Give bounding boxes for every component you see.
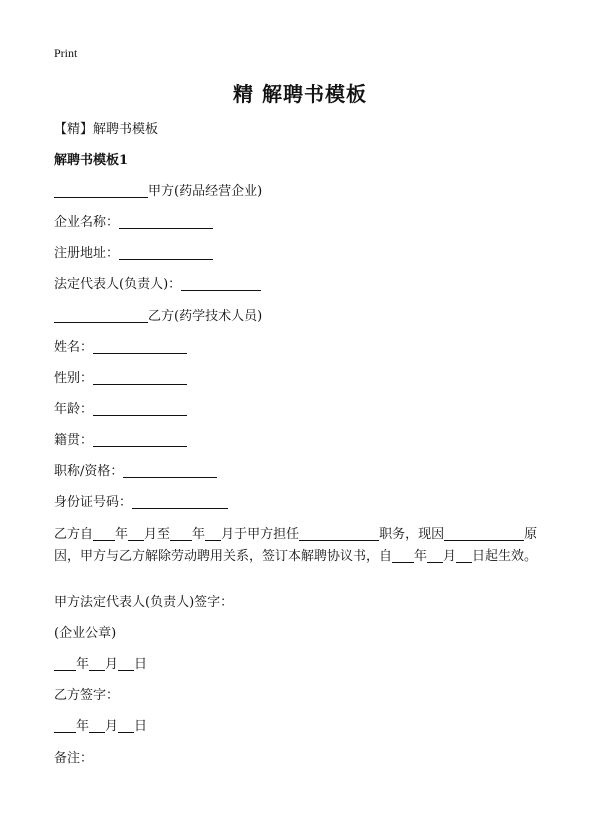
field-legal-representative — [54, 275, 261, 295]
date-month: 月 — [105, 719, 119, 734]
party-b-blank — [54, 308, 148, 323]
field-blank — [132, 494, 228, 509]
intro-line: 【精】解聘书模板 — [54, 122, 159, 137]
field-label: 注册地址： — [54, 246, 120, 261]
party-a-line — [54, 182, 262, 202]
position-blank — [299, 526, 379, 541]
remark-label: 备注： — [54, 751, 94, 766]
field-age — [54, 400, 187, 420]
field-blank — [93, 432, 187, 447]
month-blank — [205, 526, 221, 541]
field-name — [54, 338, 187, 358]
field-id-number — [54, 493, 228, 513]
day-blank — [456, 548, 472, 563]
month-blank — [89, 656, 105, 671]
field-label: 姓名： — [54, 340, 94, 355]
field-label: 性别： — [54, 371, 94, 386]
year-blank — [392, 548, 414, 563]
year-blank — [170, 526, 192, 541]
body-text: 年 — [192, 527, 206, 542]
field-label: 籍贯： — [54, 433, 94, 448]
date-year: 年 — [76, 719, 90, 734]
body-text: 原因，甲方与乙方解除劳动聘用关系，签订本解聘协议书，自 — [54, 527, 538, 564]
reason-blank — [444, 526, 524, 541]
field-blank — [181, 276, 261, 291]
section-subtitle: 解聘书模板1 — [54, 153, 129, 168]
body-text: 月至 — [144, 527, 171, 542]
year-blank — [93, 526, 115, 541]
body-text: 月于甲方担任 — [221, 527, 300, 542]
field-blank — [93, 370, 187, 385]
party-b-signature: 乙方签字： — [54, 688, 120, 703]
field-blank — [93, 339, 187, 354]
body-text: 月 — [443, 549, 457, 564]
party-a-blank — [54, 183, 148, 198]
field-blank — [123, 463, 217, 478]
day-blank — [118, 656, 134, 671]
document-title: 精 解聘书模板 — [233, 82, 367, 106]
field-title-qualification — [54, 462, 217, 482]
party-a-label: 甲方(药品经营企业) — [148, 184, 263, 199]
field-label: 企业名称： — [54, 215, 120, 230]
date-year: 年 — [76, 657, 90, 672]
party-b-label: 乙方(药学技术人员) — [148, 309, 263, 324]
day-blank — [118, 718, 134, 733]
field-label: 职称/资格： — [54, 464, 124, 479]
dismissal-paragraph — [54, 524, 549, 568]
body-text: 职务，现因 — [379, 527, 445, 542]
field-native-place — [54, 431, 187, 451]
date-day: 日 — [134, 657, 148, 672]
company-seal: (企业公章) — [54, 626, 117, 641]
month-blank — [89, 718, 105, 733]
body-text: 年 — [414, 549, 428, 564]
field-blank — [119, 245, 213, 260]
field-gender — [54, 369, 187, 389]
month-blank — [427, 548, 443, 563]
field-blank — [119, 214, 213, 229]
body-text: 年 — [115, 527, 129, 542]
date-day: 日 — [134, 719, 148, 734]
field-registered-address — [54, 244, 213, 264]
print-label: Print — [54, 46, 78, 60]
body-text: 乙方自 — [54, 527, 94, 542]
year-blank — [54, 656, 76, 671]
body-text: 日起生效。 — [472, 549, 538, 564]
field-blank — [93, 401, 187, 416]
field-label: 法定代表人(负责人)： — [54, 277, 182, 292]
date-line-b — [54, 717, 147, 737]
date-line-a — [54, 655, 147, 675]
party-a-signature: 甲方法定代表人(负责人)签字： — [54, 595, 234, 610]
date-month: 月 — [105, 657, 119, 672]
year-blank — [54, 718, 76, 733]
field-label: 身份证号码： — [54, 495, 133, 510]
party-b-line — [54, 307, 262, 327]
field-label: 年龄： — [54, 402, 94, 417]
field-company-name — [54, 213, 213, 233]
month-blank — [128, 526, 144, 541]
